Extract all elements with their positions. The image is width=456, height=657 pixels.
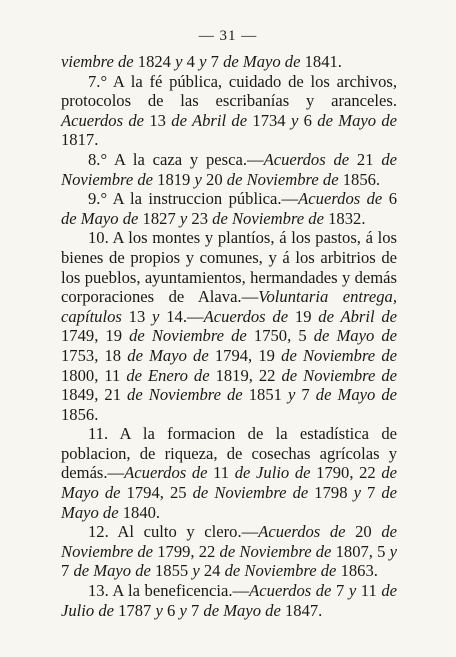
paragraph-continuation: [61, 52, 397, 72]
text-run: 1856.: [338, 169, 381, 189]
text-run: 1798: [308, 483, 354, 503]
text-run: de Mayo de: [203, 600, 281, 620]
text-run: 7: [360, 483, 382, 503]
text-run: 1841.: [300, 52, 342, 71]
text-run: 11. A la formacion de la estadística de poblacion, de riqueza, de cosechas agrícolas y demás.—: [61, 424, 397, 483]
text-run: 7: [295, 385, 316, 405]
text-run: 1819, 22: [209, 365, 282, 385]
text-run: de Enero de: [126, 365, 210, 385]
text-run: de Mayo de: [61, 463, 398, 503]
text-run: 24: [199, 561, 225, 581]
text-run: 9.° A la instruccion pública.—: [88, 189, 299, 209]
text-run: y: [155, 600, 163, 620]
text-run: 1787: [114, 600, 156, 620]
text-run: Acuerdos de: [61, 110, 145, 130]
text-run: viembre de: [61, 52, 134, 71]
text-run: 8.° A la caza y pesca.—: [88, 149, 264, 169]
text-run: de Mayo de: [223, 52, 301, 71]
text-run: y: [175, 52, 183, 71]
text-run: 13: [121, 306, 153, 326]
text-run: 1753, 18: [61, 345, 128, 365]
text-run: de Noviembre de: [61, 149, 397, 189]
text-run: 11: [207, 463, 235, 483]
text-run: de Noviembre de: [192, 483, 309, 503]
text-run: 20: [201, 169, 227, 189]
text-run: 1849, 21: [61, 385, 128, 405]
text-run: de Noviembre de: [224, 561, 337, 581]
text-run: Acuerdos de: [124, 463, 208, 483]
text-run: y: [194, 169, 202, 189]
text-run: 21: [349, 149, 382, 169]
text-run: de Noviembre de: [127, 385, 243, 405]
text-run: 1855: [150, 561, 193, 581]
text-run: y: [199, 52, 207, 71]
text-run: de Noviembre de: [281, 365, 397, 385]
text-run: Acuerdos de: [249, 581, 332, 601]
text-run: Acuerdos de: [258, 522, 346, 542]
text-run: de Noviembre de: [129, 326, 247, 346]
text-run: de Mayo de: [317, 110, 398, 130]
text-run: 1790, 22: [310, 463, 382, 483]
text-run: 1817.: [61, 130, 99, 150]
text-run: 1799, 22: [153, 541, 220, 561]
text-run: 1832.: [323, 208, 366, 228]
text-run: de Mayo de: [61, 208, 139, 228]
text-run: 7: [206, 52, 224, 71]
text-run: 13. A la beneficencia.—: [88, 581, 250, 601]
text-run: 7.° A la fé pública, cuidado de los archivos, protocolos de las escribanías y aranceles.: [61, 71, 397, 111]
text-run: 14.—: [159, 306, 204, 326]
text-run: y: [192, 561, 200, 581]
text-run: de Noviembre de: [61, 522, 397, 561]
text-run: de Julio de: [61, 581, 397, 620]
text-run: 1856.: [61, 404, 99, 424]
text-run: 1863.: [336, 561, 378, 581]
text-run: 11: [356, 581, 382, 601]
text-run: de Mayo de: [73, 561, 151, 581]
text-run: 1824: [133, 52, 176, 71]
paragraph-item-7: [61, 72, 397, 150]
text-run: Acuerdos de: [298, 189, 383, 209]
text-run: 1847.: [280, 600, 323, 620]
paragraph-item-10: [61, 228, 397, 424]
text-run: y: [389, 541, 397, 561]
paragraph-item-12: [61, 522, 397, 581]
text-run: y: [288, 385, 296, 405]
text-run: 6: [162, 600, 180, 620]
text-run: 7: [331, 581, 349, 601]
text-run: y: [179, 208, 188, 228]
text-body: [61, 52, 397, 620]
text-run: Acuerdos de: [203, 306, 289, 326]
text-run: de Noviembre de: [212, 208, 324, 228]
text-run: 1851: [242, 385, 288, 405]
text-run: de Julio de: [234, 463, 311, 483]
text-run: 23: [187, 208, 213, 228]
paragraph-item-8: [61, 150, 397, 189]
text-run: y: [353, 483, 361, 503]
text-run: de Noviembre de: [226, 169, 339, 189]
text-run: de Abril de: [318, 306, 398, 326]
text-run: y: [348, 581, 357, 601]
text-run: y: [179, 600, 187, 620]
text-run: de Mayo de: [61, 483, 398, 522]
text-run: de Noviembre de: [281, 345, 397, 365]
text-run: 7: [186, 600, 204, 620]
text-run: de Mayo de: [127, 345, 209, 365]
text-run: 19: [288, 306, 319, 326]
page-number: — 31 —: [198, 28, 258, 44]
text-run: 1827: [138, 208, 180, 228]
text-run: 12. Al culto y clero.—: [88, 522, 259, 542]
paragraph-item-9: [61, 189, 397, 228]
text-run: de Mayo de: [315, 385, 398, 405]
text-run: de Noviembre de: [219, 541, 332, 561]
text-run: 1750, 5: [246, 326, 314, 346]
text-run: 1800, 11: [61, 365, 127, 385]
paragraph-item-11: [61, 424, 397, 522]
text-run: 20: [345, 522, 382, 542]
text-run: 1819: [153, 169, 195, 189]
text-run: 6: [298, 110, 318, 130]
text-run: de Mayo de: [313, 326, 397, 346]
text-run: 1794, 19: [208, 345, 282, 365]
text-run: 10. A los montes y plantíos, á los pastos, á los bienes de propios y comunes, y á los arbitrios de los pueblos, ayuntamientos, hermandades y demás corporaciones de Alava.—: [61, 228, 397, 307]
text-run: 4: [182, 52, 200, 71]
text-run: 1794, 25: [120, 483, 193, 503]
text-run: 1807, 5: [331, 541, 390, 561]
text-run: 1734: [247, 110, 291, 130]
paragraph-item-13: [61, 581, 397, 620]
text-run: y: [152, 306, 160, 326]
text-run: 1749, 19: [61, 326, 130, 346]
text-run: Acuerdos de: [263, 149, 350, 169]
text-run: Voluntaria entrega, capítulos: [61, 287, 397, 326]
text-run: 7: [61, 561, 74, 581]
text-run: de Abril de: [171, 110, 248, 130]
text-run: 1840.: [118, 502, 161, 522]
text-run: 13: [144, 110, 172, 130]
text-run: 6: [382, 189, 397, 209]
text-run: y: [290, 110, 299, 130]
